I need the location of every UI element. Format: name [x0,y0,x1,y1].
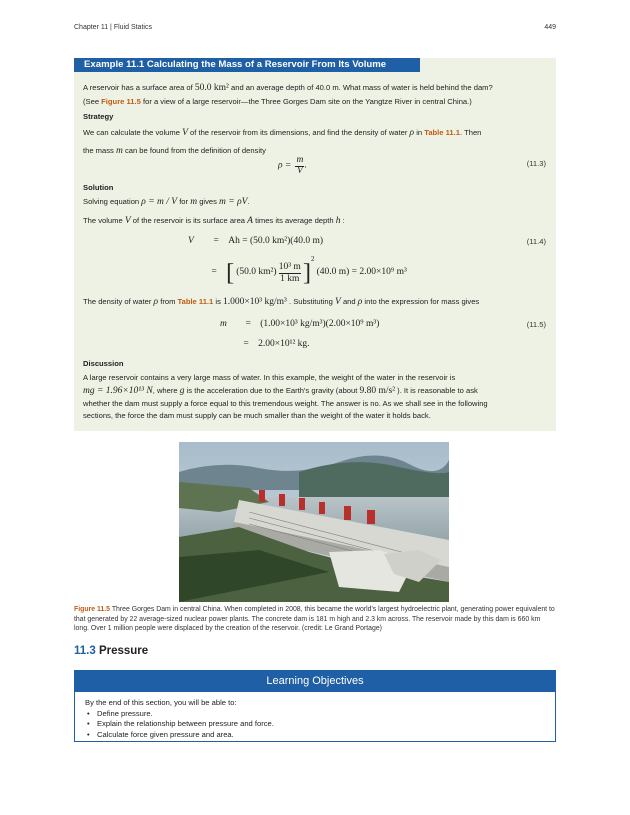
eq-label-11-5: (11.5) [526,320,546,329]
eq114-area: (50.0 km²) [236,267,277,278]
learning-objectives-list [97,709,274,740]
eq114-lhs: V [188,236,194,246]
discussion-text [83,372,545,422]
equation-11-4-line1 [188,235,323,249]
symbol-rho: ρ [409,128,415,138]
eq114-exponent: 2 [310,255,315,263]
chapter-title: Chapter 11 | Fluid Statics [74,24,152,31]
solution-part: for [179,197,189,206]
discussion-part: ). It is reasonable to ask [397,385,478,395]
caption-text: Three Gorges Dam in central China. When completed in 2008, this became the world's largest hydroelectric plant, generating power equivalent to that generated by 22 average-sized nuclear power plants. The concrete dam is 181 m high and 2.3 km across. The reservoir made by this dam is 660 km long. Over 1 million people were displaced by the creation of the reservoir. (credit: Le Grand Portage) [74,606,555,633]
page-number: 449 [544,24,556,31]
density-text [83,296,545,310]
list-item: • Define pressure. [97,709,274,719]
eq114-num: 10³ m [278,262,301,273]
eq114-den: 1 km [280,273,300,284]
density-part: is [215,297,221,306]
symbol-m: m [190,197,198,207]
eq113-dot: . [304,160,307,171]
symbol-rho: ρ [357,297,363,307]
figure-label: Figure 11.5 [74,606,111,613]
eq114-equals-2: = [211,267,217,278]
strategy-part: the mass [83,146,114,156]
intro-text-4: for a view of a large reservoir—the Three Gorges Dam site on the Yangtze River in central China.) [142,96,472,106]
eq115-result: 2.00×10¹² kg. [258,339,310,349]
eq114-equals: = [213,236,219,246]
list-item: • Calculate force given pressure and area. [97,730,274,740]
list-item: • Explain the relationship between pressure and force. [97,719,274,729]
solution-eq1: ρ = m / V [141,197,178,207]
learning-objectives-title: Learning Objectives [75,671,555,692]
table-link[interactable]: Table 11.1 [424,128,460,137]
symbol-h: h [335,216,341,226]
symbol-A: A [247,216,253,226]
three-gorges-dam-photo [179,442,449,602]
symbol-V: V [335,297,341,307]
solution-part: Solving equation [83,197,140,206]
left-bracket: [ [226,260,235,286]
example-intro [83,82,545,107]
section-number: 11.3 [74,645,96,657]
equation-11-4-line2 [204,254,407,285]
intro-text: A reservoir has a surface area of [83,83,193,92]
discussion-part: , where [152,385,178,395]
density-value: 1.000×10³ kg/m³ [223,297,287,307]
right-bracket: ] [302,260,311,286]
symbol-g: g [179,385,185,396]
eq114-rhs: Ah = (50.0 km²)(40.0 m) [228,236,323,246]
table-link-2[interactable]: Table 11.1 [177,297,214,306]
section-title: Pressure [98,645,149,657]
learning-objectives-intro: By the end of this section, you will be able to: [85,698,237,707]
discussion-part: A large reservoir contains a very large mass of water. In this example, the weight of the water in the reservoir is [83,373,456,382]
equation-11-5-line1 [220,318,379,332]
eq114-fraction [279,262,301,284]
eq113-num: m [296,155,304,165]
symbol-V: V [182,128,188,138]
gravity-value: 9.80 m/s² [359,385,396,396]
solution-eq2: m = ρV [219,197,248,207]
eq115-lhs: m [220,319,227,329]
learning-objectives-box [74,670,556,742]
symbol-m: m [115,146,123,157]
strategy-part: of the reservoir from its dimensions, and find the density of water [190,128,408,137]
discussion-part: sections, the force the dam must supply can be much smaller than the weight of the water it holds back. [83,411,431,421]
symbol-rho: ρ [153,297,159,307]
section-heading [74,643,148,660]
density-part: into the expression for mass gives [364,297,480,306]
page-header [74,23,556,35]
discussion-part: whether the dam must supply a force equal to this tremendous weight. The answer is no. As we shall see in the following [83,399,488,409]
volume-text [83,215,545,229]
volume-part: The volume [83,216,123,225]
discussion-heading: Discussion [83,359,124,368]
solution-part: . [247,197,250,206]
strategy-text [83,124,545,160]
density-part: and [342,297,356,306]
eq-label-11-4: (11.4) [526,237,546,246]
solution-heading: Solution [83,183,114,192]
eq114-result: (40.0 m) = 2.00×10⁹ m³ [316,267,407,278]
example-box [74,58,556,431]
intro-text-3: (See [83,96,100,106]
discussion-eq: mg = 1.96×10¹³ N [83,385,153,396]
symbol-V: V [124,216,131,226]
strategy-part: in [416,128,423,137]
eq113-lhs: ρ = [278,160,292,171]
eq115-equals-2: = [243,339,249,349]
figure-link[interactable]: Figure 11.5 [101,96,141,106]
volume-part: times its average depth [255,216,334,225]
density-part: from [160,297,176,306]
strategy-part: . Then [460,128,482,137]
intro-text-2: and an average depth of 40.0 m. What mass of water is held behind the dam? [231,83,493,92]
solution-text [83,196,545,210]
intro-area: 50.0 km² [194,83,229,93]
figure-caption [74,605,556,634]
eq113-den: V [297,165,303,176]
equation-11-3 [278,156,307,177]
eq115-equals: = [245,319,251,329]
eq115-rhs: (1.00×10³ kg/m³)(2.00×10⁹ m³) [260,319,380,329]
density-part: . Substituting [288,297,333,306]
density-part: The density of water [83,297,152,306]
eq-label-11-3: (11.3) [526,159,546,168]
volume-part: of the reservoir is its surface area [132,216,246,225]
discussion-part: is the acceleration due to the Earth's gravity (about [186,385,358,395]
strategy-heading: Strategy [83,112,114,121]
strategy-part: We can calculate the volume [83,128,180,137]
example-title: Example 11.1 Calculating the Mass of a Reservoir From Its Volume [74,58,420,72]
solution-part: gives [199,197,217,206]
strategy-part: can be found from the definition of density [124,146,266,156]
volume-part: : [342,216,345,225]
equation-11-5-line2 [236,338,310,352]
